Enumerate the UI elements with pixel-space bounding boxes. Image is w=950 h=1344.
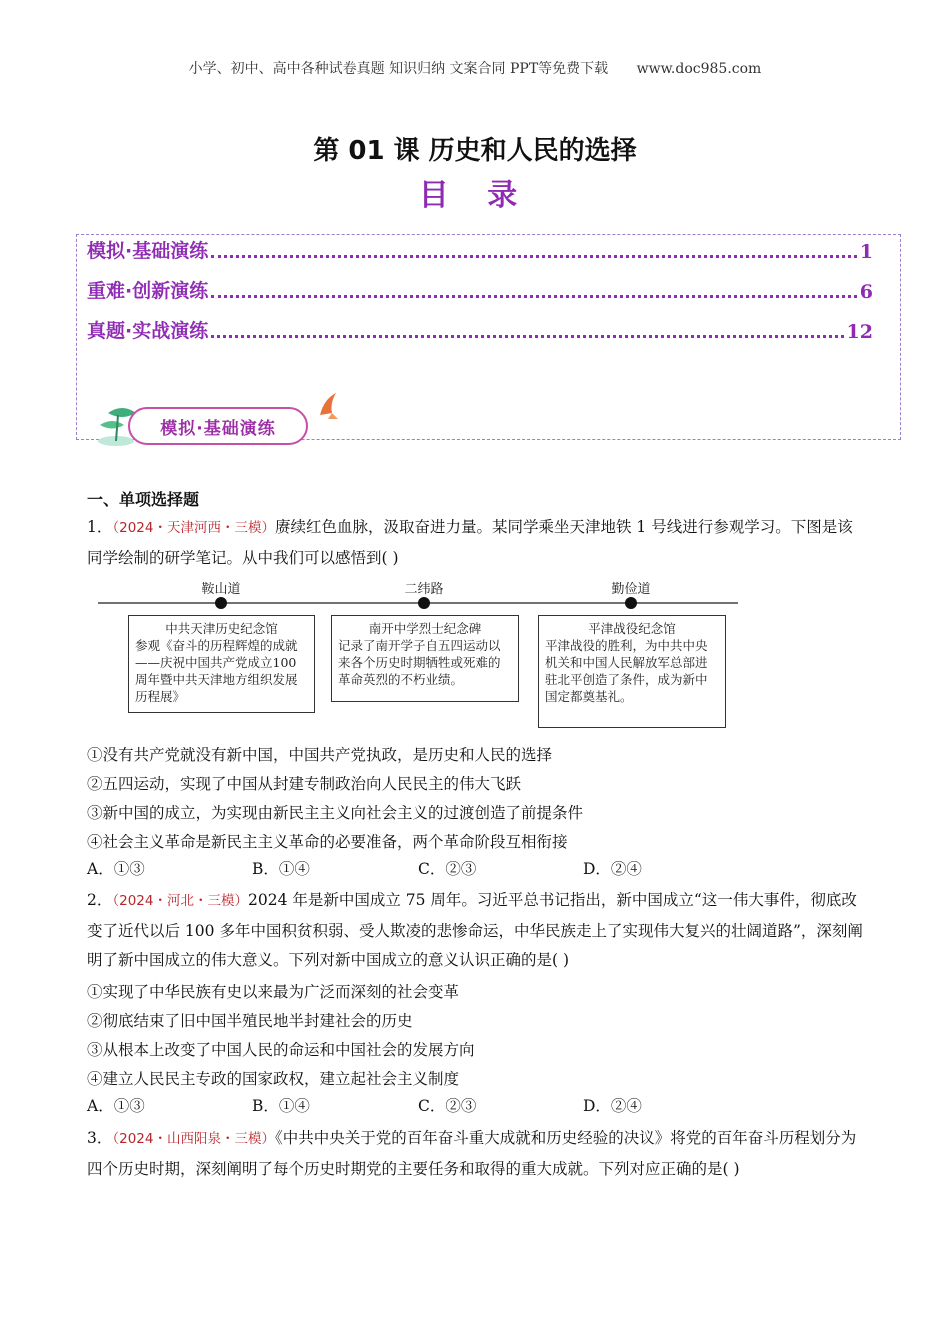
station-name: 鞍山道 <box>201 582 241 597</box>
station-name: 二纬路 <box>404 582 444 597</box>
toc-item-page: 6 <box>859 281 873 303</box>
statement: ②五四运动，实现了中国从封建专制政治向人民民主的伟大飞跃 <box>87 775 522 793</box>
station-note-box <box>331 615 519 702</box>
statement: ①实现了中华民族有史以来最为广泛而深刻的社会变革 <box>87 983 460 1001</box>
statement: ③从根本上改变了中国人民的命运和中国社会的发展方向 <box>87 1041 475 1059</box>
choice-d[interactable]: D．②④ <box>583 860 642 878</box>
question-number: 3． <box>87 1129 113 1147</box>
toc-item-label: 真题·实战演练 <box>87 320 209 342</box>
station-note-box <box>538 615 726 728</box>
section-heading: 一、单项选择题 <box>87 490 200 509</box>
choice-a[interactable]: A．①③ <box>87 1097 145 1115</box>
statement: ④社会主义革命是新民主主义革命的必要准备，两个革命阶段互相衔接 <box>87 833 568 851</box>
toc-item-label: 模拟·基础演练 <box>87 240 209 262</box>
question-text: 《中共中央关于党的百年奋斗重大成就和历史经验的决议》将党的百年奋斗历程划分为四个历史时期，深刻阐明了每个历史时期党的主要任务和取得的重大成就。下列对应正确的是( ) <box>87 1129 857 1178</box>
station-note-text: 记录了南开学子自五四运动以来各个历史时期牺牲或死难的革命英烈的不朽业绩。 <box>338 638 501 687</box>
station-dot <box>418 597 430 609</box>
metro-study-notes-diagram <box>98 575 738 735</box>
header-text: 小学、初中、高中各种试卷真题 知识归纳 文案合同 PPT等免费下载 <box>188 61 609 77</box>
choice-c[interactable]: C．②③ <box>418 1097 477 1115</box>
answer-choices <box>87 857 787 886</box>
question-number: 2． <box>87 891 113 909</box>
lesson-title: 第 01 课 历史和人民的选择 <box>313 136 637 166</box>
station-dot <box>215 597 227 609</box>
choice-b[interactable]: B．①④ <box>252 1097 310 1115</box>
station-name: 勤俭道 <box>611 582 651 597</box>
toc-item-page: 1 <box>859 241 873 263</box>
question-source: （2024・天津河西・三模） <box>112 520 275 536</box>
choice-c[interactable]: C．②③ <box>418 860 477 878</box>
question-source: （2024・山西阳泉・三模） <box>112 1131 275 1147</box>
statement: ①没有共产党就没有新中国，中国共产党执政，是历史和人民的选择 <box>87 746 553 764</box>
statement: ③新中国的成立，为实现由新民主主义向社会主义的过渡创造了前提条件 <box>87 804 584 822</box>
question-3-stem <box>87 1124 867 1184</box>
question-1-stem <box>87 513 867 573</box>
badge-label: 模拟·基础演练 <box>128 407 308 445</box>
station-note-title: 中共天津历史纪念馆 <box>165 621 278 636</box>
toc-title: 目 录 <box>418 178 532 213</box>
choice-b[interactable]: B．①④ <box>252 860 310 878</box>
toc-item-page: 12 <box>846 321 873 343</box>
question-text: 赓续红色血脉，汲取奋进力量。某同学乘坐天津地铁 1 号线进行参观学习。下图是该同学绘制的研学笔记。从中我们可以感悟到( ) <box>87 518 853 567</box>
toc-item-real-exam[interactable] <box>87 315 873 343</box>
page-header <box>0 58 950 78</box>
toc-item-label: 重难·创新演练 <box>87 280 209 302</box>
question-2-stem <box>87 886 867 976</box>
section-badge <box>100 405 320 449</box>
choice-a[interactable]: A．①③ <box>87 860 145 878</box>
header-url[interactable]: www.doc985.com <box>636 61 762 77</box>
toc-item-advanced[interactable] <box>87 275 873 303</box>
station-dot <box>625 597 637 609</box>
toc-item-basic[interactable] <box>87 235 873 263</box>
toc-leader-dots <box>211 295 857 298</box>
station-note-text: 平津战役的胜利，为中共中央机关和中国人民解放军总部进驻北平创造了条件，成为新中国定都奠基礼。 <box>545 638 708 704</box>
question-source: （2024・河北・三模） <box>112 893 248 909</box>
choice-d[interactable]: D．②④ <box>583 1097 642 1115</box>
question-number: 1． <box>87 518 113 536</box>
station-note-title: 南开中学烈士纪念碑 <box>368 621 482 636</box>
statement: ②彻底结束了旧中国半殖民地半封建社会的历史 <box>87 1012 413 1030</box>
answer-choices <box>87 1094 787 1123</box>
toc-leader-dots <box>211 255 857 258</box>
koi-fish-icon <box>312 385 342 425</box>
station-note-box <box>128 615 315 713</box>
statement: ④建立人民民主专政的国家政权，建立起社会主义制度 <box>87 1070 460 1088</box>
station-note-title: 平津战役纪念馆 <box>588 621 676 636</box>
toc-leader-dots <box>211 335 843 338</box>
station-note-text: 参观《奋斗的历程辉煌的成就——庆祝中国共产党成立100周年暨中共天津地方组织发展历程展》 <box>135 638 298 704</box>
question-text: 2024 年是新中国成立 75 周年。习近平总书记指出，新中国成立“这一伟大事件，彻底改变了近代以后 100 多年中国积贫积弱、受人欺凌的悲惨命运，中华民族走上了实现伟大复兴的壮阔道路”，深刻阐明了新中国成立的伟大意义。下列对新中国成立的意义认识正确的是( ) <box>87 891 863 969</box>
